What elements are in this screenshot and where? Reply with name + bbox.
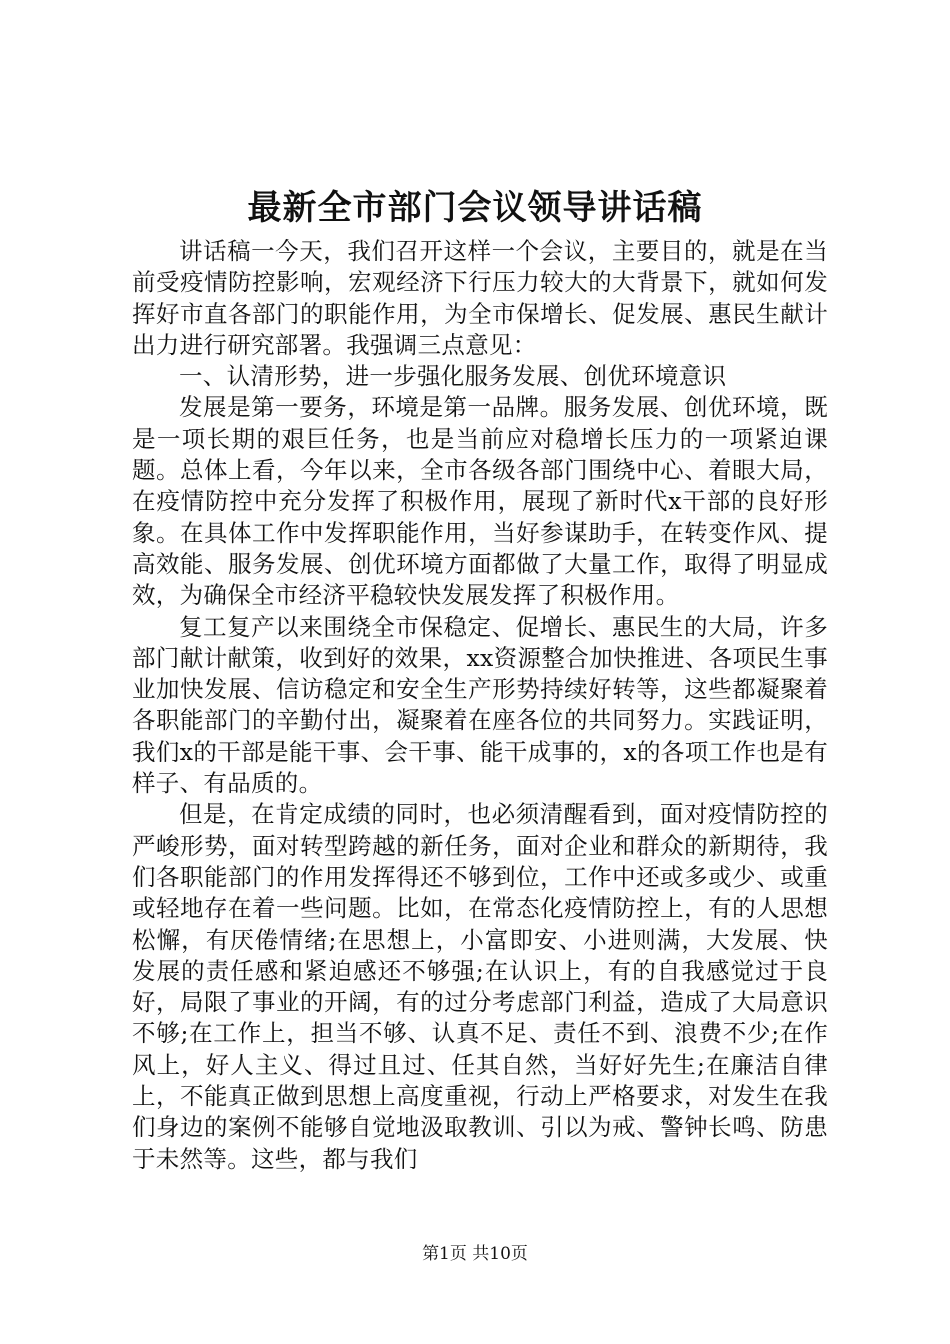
document-body bbox=[132, 236, 828, 1175]
section-heading-1: 一、认清形势，进一步强化服务发展、创优环境意识 bbox=[179, 362, 727, 391]
page-number-footer: 第1页 共10页 bbox=[422, 1244, 528, 1264]
paragraph-development: 发展是第一要务，环境是第一品牌。服务发展、创优环境，既是一项长期的艰巨任务，也是当前应对稳增长压力的一项紧迫课题。总体上看，今年以来，全市各级各部门围绕中心、着眼大局，在疫情防控中充分发挥了积极作用，展现了新时代x干部的良好形象。在具体工作中发挥职能作用，当好参谋助手，在转变作风、提高效能、服务发展、创优环境方面都做了大量工作，取得了明显成效，为确保全市经济平稳较快发展发挥了积极作用。 bbox=[132, 393, 828, 610]
paragraph-intro: 讲话稿一今天，我们召开这样一个会议，主要目的，就是在当前受疫情防控影响，宏观经济下行压力较大的大背景下，就如何发挥好市直各部门的职能作用，为全市保增长、促发展、惠民生献计出力进行研究部署。我强调三点意见： bbox=[132, 237, 828, 359]
paragraph-resumption: 复工复产以来围绕全市保稳定、促增长、惠民生的大局，许多部门献计献策，收到好的效果，xx资源整合加快推进、各项民生事业加快发展、信访稳定和安全生产形势持续好转等，这些都凝聚着各职能部门的辛勤付出，凝聚着在座各位的共同努力。实践证明，我们x的干部是能干事、会干事、能干成事的，x的各项工作也是有样子、有品质的。 bbox=[132, 612, 828, 798]
document-title: 最新全市部门会议领导讲话稿 bbox=[247, 188, 703, 228]
paragraph-problems: 但是，在肯定成绩的同时，也必须清醒看到，面对疫情防控的严峻形势，面对转型跨越的新任务，面对企业和群众的新期待，我们各职能部门的作用发挥得还不够到位，工作中还或多或少、或重或轻地存在着一些问题。比如，在常态化疫情防控上，有的人思想松懈，有厌倦情绪;在思想上，小富即安、小进则满，大发展、快发展的责任感和紧迫感还不够强;在认识上，有的自我感觉过于良好，局限了事业的开阔，有的过分考虑部门利益，造成了大局意识不够;在工作上，担当不够、认真不足、责任不到、浪费不少;在作风上，好人主义、得过且过、任其自然，当好好先生;在廉洁自律上，不能真正做到思想上高度重视，行动上严格要求，对发生在我们身边的案例不能够自觉地汲取教训、引以为戒、警钟长鸣、防患于未然等。这些，都与我们 bbox=[132, 800, 828, 1173]
